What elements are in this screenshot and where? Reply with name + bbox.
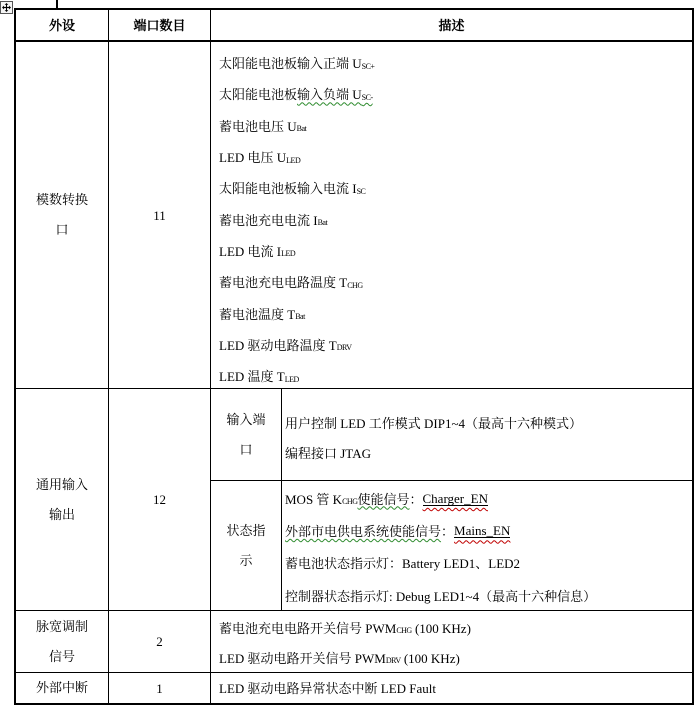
header-description: 描述 xyxy=(210,10,692,40)
subrow-input-ports xyxy=(211,389,692,480)
count-cell: 2 xyxy=(108,611,210,672)
table-move-handle[interactable] xyxy=(0,1,13,14)
header-peripheral: 外设 xyxy=(48,17,75,33)
description-line: 外部市电供电系统使能信号 ： Mains_EN xyxy=(285,523,511,539)
subrow-description xyxy=(281,389,692,480)
table-row-pwm xyxy=(16,610,692,672)
count-cell: 11 xyxy=(108,42,210,388)
description-line: 蓄电池充电电路温度 T CHG xyxy=(219,275,363,291)
count-cell: 12 xyxy=(108,389,210,610)
description-line: 太阳能电池板 输入负端 U SC- xyxy=(219,87,373,103)
description-cell xyxy=(210,673,692,703)
peripherals-table xyxy=(14,8,694,705)
count-cell: 1 xyxy=(108,673,210,703)
subrow-status-indicators xyxy=(211,480,692,610)
peripheral-cell: 外部中断 xyxy=(35,680,88,695)
description-line: 用户控制 LED 工作模式 DIP1~4（最高十六种模式） xyxy=(285,415,583,431)
description-line: LED 电流 I LED xyxy=(219,243,296,259)
table-row-external-interrupt xyxy=(16,672,692,703)
description-cell xyxy=(210,42,692,388)
description-line: 太阳能电池板输入电流 I SC xyxy=(219,181,366,197)
subrow-label: 输入端口 xyxy=(226,411,266,457)
description-line: LED 驱动电路异常状态中断 LED Fault xyxy=(219,681,437,696)
description-line: 编程接口 JTAG xyxy=(285,445,371,461)
subrow-description xyxy=(281,481,692,610)
description-cell xyxy=(210,389,692,610)
header-port-count: 端口数目 xyxy=(108,10,210,40)
peripheral-cell: 脉宽调制信号 xyxy=(35,618,88,664)
peripheral-cell: 通用输入输出 xyxy=(35,476,88,522)
description-line: 控制器状态指示灯: Debug LED1~4（最高十六种信息） xyxy=(285,588,597,604)
description-cell xyxy=(210,611,692,672)
move-arrows-icon xyxy=(2,3,11,12)
table-row-adc xyxy=(16,42,692,388)
description-line: 蓄电池充电电路开关信号 PWM CHG (100 KHz) xyxy=(219,620,471,636)
description-line: 蓄电池充电电流 I Bat xyxy=(219,212,328,228)
description-line: LED 驱动电路开关信号 PWM DRV (100 KHz) xyxy=(219,650,460,666)
peripheral-cell: 模数转换口 xyxy=(35,192,88,237)
description-line: LED 电压 U LED xyxy=(219,150,301,166)
description-line: MOS 管 K CHG 使能信号 ： Charger_EN xyxy=(285,491,488,507)
table-row-gpio xyxy=(16,388,692,610)
description-line: 太阳能电池板输入正端 U SC+ xyxy=(219,56,375,72)
description-line: 蓄电池温度 T Bat xyxy=(219,306,305,322)
table-header-row xyxy=(16,10,692,42)
description-line: 蓄电池电压 U Bat xyxy=(219,118,307,134)
subrow-label: 状态指示 xyxy=(226,523,266,568)
description-line: LED 驱动电路温度 T DRV xyxy=(219,337,352,353)
description-line: 蓄电池状态指示灯：Battery LED1、LED2 xyxy=(285,556,521,572)
description-line: LED 温度 T LED xyxy=(219,369,299,385)
